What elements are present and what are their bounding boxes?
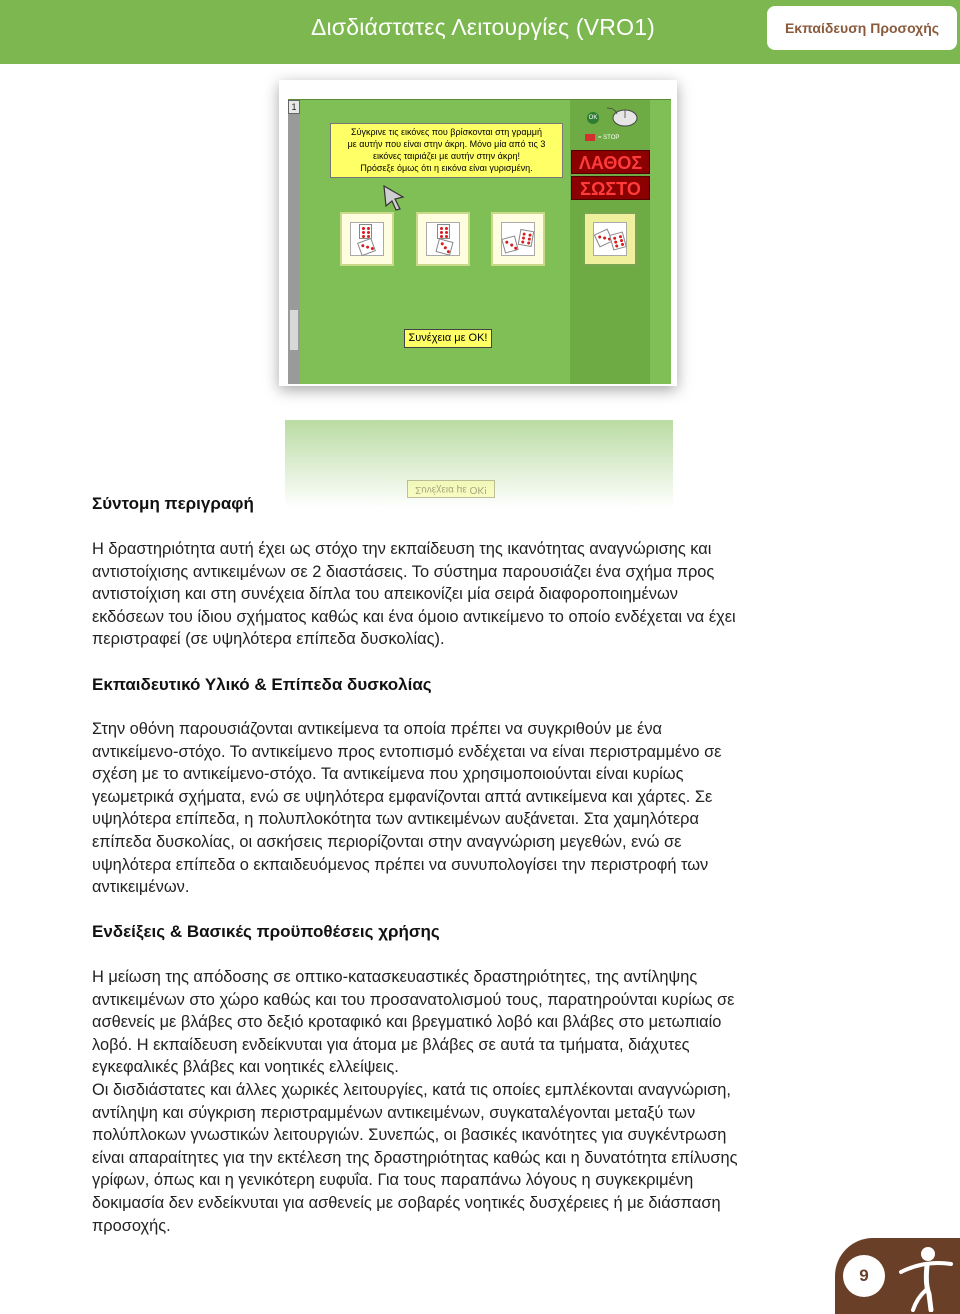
person-logo-icon	[895, 1242, 955, 1312]
text-line: σχέση με το αντικείμενο-στόχο. Τα αντικείμενα που χρησιμοποιούνται είναι κυρίως	[92, 765, 684, 784]
document-title: Δισδιάστατες Λειτουργίες (VRO1)	[310, 14, 656, 40]
text-line: επίπεδα δυσκολίας, οι ασκήσεις περιορίζονται στην αναγνώριση μεγεθών, ενώ σε	[92, 832, 682, 851]
section-body-indications	[92, 966, 872, 1237]
activity-screenshot	[279, 80, 677, 386]
mouse-icon	[605, 106, 639, 128]
page-number-box: 1	[288, 100, 300, 114]
correct-indicator: ΣΩΣΤΟ	[571, 176, 650, 200]
text-line: γρίφων, όπως και η γενικότερη ευφυΐα. Για τους παραπάνω λόγους η συγκεκριμένη	[92, 1171, 694, 1190]
text-line: είναι απαραίτητες για την εκτέλεση της δραστηριότητας καθώς και η δυνατότητα επίλυσης	[92, 1148, 738, 1167]
option-card-2[interactable]	[416, 212, 470, 266]
screenshot-reflection	[285, 420, 673, 508]
section-body-material	[92, 718, 872, 899]
text-line: Η μείωση της απόδοσης σε οπτικο-κατασκευαστικές δραστηριότητες, της αντίληψης	[92, 968, 698, 986]
scroll-track	[290, 310, 298, 350]
instruction-line: εικόνες ταιριάζει με αυτήν στην άκρη!	[372, 151, 521, 161]
section-title-indications: Ενδείξεις & Βασικές προϋποθέσεις χρήσης	[92, 922, 440, 941]
text-line: αντικειμένων.	[92, 878, 190, 897]
text-line: πολύπλοκων γνωστικών λειτουργιών. Συνεπώς, οι βασικές ικανότητες για συγκέντρωση	[92, 1126, 727, 1145]
text-line: αντιστοίχισης αντικειμένων σε 2 διαστάσεις. Το σύστημα παρουσιάζει ένα σχήμα προς	[92, 562, 715, 581]
text-line: εγκεφαλικές βλάβες και νοητικές ελλείψεις.	[92, 1058, 399, 1077]
text-line: δοκιμασία δεν ενδείκνυται για ασθενείς με σοβαρές νοητικές δυσχέρειες ή με διάσπαση	[92, 1193, 721, 1212]
stop-hint	[585, 134, 619, 141]
wrong-indicator: ΛΑΘΟΣ	[571, 150, 650, 174]
continue-ok-button[interactable]: Συνέχεια με OK!	[404, 329, 492, 348]
header-bar	[0, 0, 960, 64]
section-title-material: Εκπαιδευτικό Υλικό & Επίπεδα δυσκολίας	[92, 675, 432, 694]
text-line: αντίληψη και σύγκριση περιστραμμένων αντικειμένων, συγκαταλέγονται μεταξύ των	[92, 1103, 696, 1122]
game-screen	[288, 99, 671, 384]
feedback-panel	[570, 100, 650, 384]
text-line: αντικείμενο-στόχο. Το αντικείμενο προς εντοπισμό ενδέχεται να είναι περιστραμμένο σε	[92, 742, 722, 761]
text-line: Η δραστηριότητα αυτή έχει ως στόχο την εκπαίδευση της ικανότητας αναγνώρισης και	[92, 540, 712, 558]
text-line: προσοχής.	[92, 1216, 171, 1235]
stop-key-icon	[585, 134, 595, 141]
instruction-box	[330, 123, 563, 178]
text-line: γεωμετρικά σχήματα, ενώ σε υψηλότερα εμφανίζονται απτά αντικείμενα και χάρτες. Σε	[92, 787, 713, 806]
instruction-line: Σύγκρινε τις εικόνες που βρίσκονται στη γραμμή	[351, 127, 542, 137]
text-line: αντικειμένων στο χώρο καθώς και του προσανατολισμού τους, παρατηρούνται κυρίως σε	[92, 990, 735, 1009]
option-card-1[interactable]	[340, 212, 394, 266]
stop-label: = STOP	[598, 135, 620, 142]
text-line: εκδόσεων του ίδιου σχήματος καθώς και ένα όμοιο αντικείμενο το οποίο ενδέχεται να έχει	[92, 607, 736, 626]
arrow-cursor-icon	[383, 185, 405, 211]
option-card-3[interactable]	[491, 212, 545, 266]
text-line: λοβό. Η εκπαίδευση ενδείκνυται για άτομα με βλάβες σε αυτά τα τμήματα, διάχυτες	[92, 1035, 690, 1054]
target-card	[583, 212, 637, 266]
instruction-line: Πρόσεξε όμως ότι η εικόνα είναι γυρισμένη.	[360, 163, 533, 173]
section-body-description	[92, 538, 872, 651]
section-title-description: Σύντομη περιγραφή	[92, 494, 254, 513]
instruction-line: με αυτήν που είναι στην άκρη. Μόνο μία από τις 3	[347, 139, 546, 149]
ok-icon: OK	[587, 112, 599, 124]
text-line: περιστραφεί (σε υψηλότερα επίπεδα δυσκολίας).	[92, 630, 445, 649]
side-scrollbar	[288, 100, 300, 384]
text-line: αντιστοίχιση και στη συνέχεια δίπλα του απεικονίζει μία σειρά διαφοροποιημένων	[92, 585, 678, 604]
text-line: Στην οθόνη παρουσιάζονται αντικείμενα τα οποία πρέπει να συγκριθούν με ένα	[92, 720, 663, 738]
text-line: υψηλότερα επίπεδα, η πολυπλοκότητα των αντικειμένων αυξάνεται. Στα χαμηλότερα	[92, 810, 699, 829]
text-line: υψηλότερα επίπεδα ο εκπαιδευόμενος πρέπει να συνυπολογίσει την περιστροφή των	[92, 855, 709, 874]
text-line: ασθενείς με βλάβες στο δεξιό κροταφικό και βρεγματικό λοβό και βλάβες στο μετωπιαίο	[92, 1013, 722, 1032]
page-number: 9	[843, 1255, 885, 1297]
text-line: Οι δισδιάστατες και άλλες χωρικές λειτουργίες, κατά τις οποίες εμπλέκονται αναγνώριση,	[92, 1080, 731, 1099]
category-badge: Εκπαίδευση Προσοχής	[767, 6, 957, 50]
reflection-label: Συνέχεια με OK!	[407, 480, 495, 498]
